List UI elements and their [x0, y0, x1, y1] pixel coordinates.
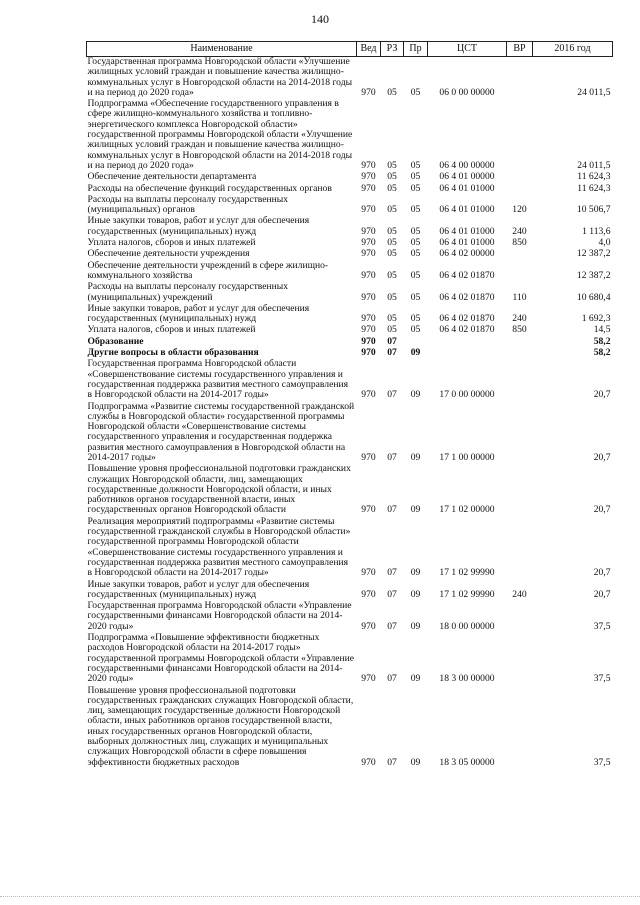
- cell-name: Реализация мероприятий подпрограммы «Развитие системы государственной гражданской службы в Новгородской области» государственной программы Новгородской области «Совершенствование системы государственного управления и государственная поддержка развития местного самоуправления в Новгородской области на 2014-2017 годы»: [87, 515, 351, 579]
- table-row: [87, 99, 613, 172]
- cell-rz: 05: [387, 182, 397, 194]
- header-rz: РЗ: [381, 42, 404, 57]
- cell-rz: 07: [387, 347, 397, 359]
- cell-rz: 05: [387, 248, 397, 260]
- cell-vr: 120: [512, 204, 527, 216]
- cell-name: Подпрограмма «Развитие системы государственной гражданской службы в Новгородской области» государственной программы Новгородской области «Совершенствование системы государственного управления и государственная поддержка развития местного самоуправления в Новгородской области на 2014-2017 годы»: [87, 400, 355, 463]
- cell-cst: 17 0 00 00000: [439, 389, 495, 401]
- cell-rz: 07: [387, 567, 397, 579]
- cell-rz: 07: [387, 335, 397, 347]
- cell-pr: 05: [410, 291, 421, 303]
- cell-name: Государственная программа Новгородской области «Совершенствование системы государственного управления и государственная поддержка развития местного самоуправления в Новгородской области на 2014-2017 годы»: [87, 358, 349, 401]
- cell-ved: 970: [361, 673, 376, 685]
- cell-amount: 1 113,6: [582, 225, 611, 237]
- cell-name: Обеспечение деятельности учреждения: [87, 248, 250, 260]
- cell-vr: [507, 249, 533, 260]
- cell-name: Расходы на выплаты персоналу государственных (муниципальных) учреждений: [87, 281, 289, 303]
- cell-amount: 1 692,3: [581, 313, 611, 325]
- cell-pr: 05: [410, 182, 421, 194]
- cell-cst: 17 1 02 00000: [439, 504, 495, 516]
- cell-vr: [507, 402, 533, 465]
- cell-name: Подпрограмма «Повышение эффективности бюджетных расходов Новгородской области на 2014-2017 годы» государственной программы Новгородской области «Управление государственными финансами Новгородской области на 2014-2020 годы»: [87, 632, 355, 685]
- cell-pr: 05: [410, 313, 421, 325]
- cell-ved: 970: [361, 588, 376, 600]
- cell-vr: [507, 359, 533, 401]
- table-row: [87, 261, 613, 283]
- cell-name: Другие вопросы в области образования: [87, 347, 259, 359]
- table-body: [87, 57, 613, 769]
- cell-name: Обеспечение деятельности департамента: [87, 171, 257, 183]
- cell-amount: 37,5: [593, 756, 611, 768]
- table-row: [87, 633, 613, 685]
- cell-amount: 24 011,5: [577, 86, 611, 98]
- cell-ved: 970: [361, 204, 376, 216]
- cell-cst: 06 4 01 01000: [439, 182, 495, 194]
- table-row: [87, 601, 613, 633]
- cell-vr: [507, 464, 533, 516]
- cell-amount: 20,7: [593, 451, 611, 463]
- cell-rz: 05: [387, 324, 397, 336]
- cell-ved: 970: [361, 159, 376, 171]
- cell-ved: 970: [361, 504, 376, 516]
- cell-ved: 970: [361, 451, 376, 463]
- cell-vr: 240: [512, 225, 527, 237]
- table-row: [87, 580, 613, 602]
- cell-vr: [507, 633, 533, 685]
- cell-pr: 05: [410, 159, 421, 171]
- table-row: [87, 359, 613, 401]
- cell-pr: 09: [410, 504, 421, 516]
- cell-pr: 09: [410, 620, 421, 632]
- cell-rz: 07: [387, 673, 397, 685]
- table-row: [87, 172, 613, 183]
- cell-ved: 970: [361, 182, 376, 194]
- table-row: [87, 402, 613, 465]
- header-pr: Пр: [404, 42, 428, 57]
- cell-cst: 06 4 02 01870: [439, 291, 495, 303]
- cell-ved: 970: [361, 86, 376, 98]
- cell-ved: 970: [361, 269, 376, 281]
- table-row: [87, 57, 613, 100]
- cell-cst: 06 4 02 00000: [439, 248, 495, 260]
- cell-vr: [507, 184, 533, 195]
- cell-vr: 850: [512, 237, 527, 249]
- header-ved: Вед: [357, 42, 381, 57]
- cell-ved: 970: [361, 291, 376, 303]
- cell-pr: 05: [410, 237, 421, 249]
- cell-name: Расходы на обеспечение функций государственных органов: [87, 182, 332, 194]
- cell-ved: 970: [361, 171, 376, 183]
- cell-amount: 12 387,2: [576, 248, 611, 260]
- cell-rz: 05: [387, 225, 397, 237]
- cell-rz: 07: [387, 451, 397, 463]
- cell-name: Иные закупки товаров, работ и услуг для обеспечения государственных (муниципальных) нужд: [87, 215, 310, 237]
- cell-cst: 18 3 05 00000: [439, 756, 495, 768]
- cell-pr: 05: [410, 269, 421, 281]
- cell-amount: 11 624,3: [577, 182, 611, 194]
- cell-amount: 20,7: [593, 389, 611, 401]
- cell-rz: 05: [387, 204, 397, 216]
- cell-pr: 05: [410, 86, 421, 98]
- cell-vr: [507, 348, 533, 359]
- header-vr: ВР: [507, 42, 533, 57]
- cell-cst: 17 1 02 99990: [439, 567, 495, 579]
- cell-amount: 37,5: [593, 620, 611, 632]
- cell-ved: 970: [361, 225, 376, 237]
- cell-name: Иные закупки товаров, работ и услуг для обеспечения государственных (муниципальных) нужд: [87, 578, 310, 600]
- cell-vr: 850: [512, 324, 527, 336]
- cell-name: Обеспечение деятельности учреждений в сфере жилищно-коммунального хозяйства: [87, 259, 329, 281]
- table-row: [87, 464, 613, 516]
- cell-cst: 06 0 00 00000: [439, 86, 495, 98]
- table-row: [87, 517, 613, 580]
- cell-vr: [507, 99, 533, 172]
- cell-pr: 09: [410, 567, 421, 579]
- cell-vr: [507, 261, 533, 283]
- cell-ved: 970: [361, 335, 376, 347]
- cell-cst: 18 0 00 00000: [439, 620, 495, 632]
- cell-pr: 09: [410, 588, 421, 600]
- cell-rz: 05: [387, 171, 397, 183]
- cell-rz: 07: [387, 756, 397, 768]
- cell-ved: 970: [361, 389, 376, 401]
- table-row: [87, 216, 613, 238]
- table-row: [87, 686, 613, 769]
- cell-ved: 970: [361, 567, 376, 579]
- cell-cst: [428, 348, 507, 359]
- cell-name: Повышение уровня профессиональной подготовки государственных гражданских служащих Новгородской области, лиц, замещающих государственные должности Новгородской области, иных работников органов государственной власти, иных государственных органов Новгородской области, выборных должностных лиц, служащих и муниципальных служащих Новгородской области в сфере повышения эффективности бюджетных расходов: [87, 684, 354, 768]
- cell-pr: 05: [410, 225, 421, 237]
- page-number: 140: [311, 12, 329, 26]
- cell-amount: 14,5: [593, 324, 611, 336]
- table-row: [87, 195, 613, 217]
- cell-rz: 07: [387, 389, 397, 401]
- cell-name: Государственная программа Новгородской области «Управление государственными финансами Новгородской области на 2014-2020 годы»: [87, 600, 352, 632]
- cell-vr: [507, 172, 533, 183]
- cell-amount: 58,2: [593, 347, 611, 359]
- cell-rz: 07: [387, 588, 397, 600]
- cell-amount: 11 624,3: [577, 171, 611, 183]
- cell-cst: 17 1 00 00000: [439, 451, 495, 463]
- cell-amount: 20,7: [593, 504, 611, 516]
- cell-amount: 58,2: [593, 335, 611, 347]
- cell-cst: 06 4 02 01870: [439, 324, 495, 336]
- cell-amount: 10 680,4: [576, 291, 611, 303]
- cell-ved: 970: [361, 347, 376, 359]
- cell-rz: 05: [387, 313, 397, 325]
- cell-pr: 09: [410, 756, 421, 768]
- cell-cst: 06 4 01 00000: [439, 171, 495, 183]
- cell-name: Образование: [87, 335, 144, 347]
- cell-cst: [428, 337, 507, 348]
- cell-cst: 06 4 02 01870: [439, 269, 495, 281]
- cell-vr: [507, 517, 533, 580]
- table-row: [87, 249, 613, 260]
- cell-amount: 20,7: [593, 588, 611, 600]
- cell-cst: 06 4 01 01000: [439, 237, 495, 249]
- cell-pr: 09: [410, 389, 421, 401]
- cell-vr: [507, 57, 533, 100]
- cell-rz: 05: [387, 159, 397, 171]
- cell-ved: 970: [361, 248, 376, 260]
- cell-ved: 970: [361, 620, 376, 632]
- table-header-row: [87, 42, 613, 57]
- header-year: 2016 год: [533, 42, 613, 57]
- cell-amount: 10 506,7: [576, 204, 611, 216]
- cell-cst: 06 4 01 01000: [439, 204, 495, 216]
- cell-cst: 06 4 01 01000: [439, 225, 495, 237]
- cell-name: Расходы на выплаты персоналу государственных (муниципальных) органов: [87, 193, 289, 216]
- cell-cst: 17 1 02 99990: [439, 588, 495, 600]
- table-row: [87, 325, 613, 336]
- cell-rz: 07: [387, 504, 397, 516]
- cell-vr: 110: [512, 291, 527, 303]
- cell-rz: 07: [387, 620, 397, 632]
- cell-vr: 240: [512, 588, 527, 600]
- header-name: Наименование: [87, 42, 357, 57]
- cell-rz: 05: [387, 291, 397, 303]
- cell-rz: 05: [387, 86, 397, 98]
- cell-pr: 09: [410, 673, 421, 685]
- table-row: [87, 304, 613, 326]
- page-edge-divider: [0, 896, 640, 897]
- cell-name: Государственная программа Новгородской области «Улучшение жилищных условий граждан и повышение качества жилищно-коммунальных услуг в Новгородской области на 2014-2018 годы и на период до 2020 года»: [87, 56, 353, 98]
- cell-pr: 09: [410, 451, 421, 463]
- cell-name: Подпрограмма «Обеспечение государственного управления в сфере жилищно-коммунального хозяйства и топливно-энергетического комплекса Новгородской области» государственной программы Новгородской области «Улучшение жилищных условий граждан и повышение качества жилищно-коммунальных услуг в Новгородской области на 2014-2018 годы и на период до 2020 года»: [87, 98, 353, 171]
- cell-rz: 05: [387, 237, 397, 249]
- cell-pr: 05: [410, 248, 421, 260]
- cell-cst: 18 3 00 00000: [439, 673, 495, 685]
- table-row: [87, 282, 613, 304]
- cell-pr: 05: [410, 324, 421, 336]
- cell-pr: 09: [410, 347, 421, 359]
- cell-cst: 06 4 02 01870: [439, 313, 495, 325]
- cell-ved: 970: [361, 237, 376, 249]
- cell-rz: 05: [387, 269, 397, 281]
- cell-amount: 20,7: [593, 567, 611, 579]
- cell-vr: 240: [512, 313, 527, 325]
- cell-pr: 05: [410, 204, 421, 216]
- cell-cst: 06 4 00 00000: [439, 159, 495, 171]
- cell-vr: [507, 686, 533, 769]
- cell-name: Уплата налогов, сборов и иных платежей: [87, 237, 256, 249]
- cell-vr: [507, 601, 533, 633]
- cell-pr: 05: [410, 171, 421, 183]
- cell-amount: 4,0: [598, 237, 611, 249]
- cell-amount: 37,5: [593, 673, 611, 685]
- cell-amount: 12 387,2: [576, 269, 611, 281]
- cell-name: Иные закупки товаров, работ и услуг для обеспечения государственных (муниципальных) нужд: [87, 302, 310, 325]
- budget-table: [86, 41, 613, 769]
- header-cst: ЦСТ: [428, 42, 507, 57]
- cell-ved: 970: [361, 756, 376, 768]
- cell-ved: 970: [361, 324, 376, 336]
- cell-name: Повышение уровня профессиональной подготовки гражданских служащих Новгородской области, лиц, замещающих государственные должности Новгородской области, и иных работников органов государственной власти, иных государственных органов Новгородской области: [87, 463, 351, 516]
- cell-name: Уплата налогов, сборов и иных платежей: [87, 324, 256, 336]
- cell-vr: [507, 337, 533, 348]
- cell-ved: 970: [361, 313, 376, 325]
- cell-amount: 24 011,5: [577, 159, 611, 171]
